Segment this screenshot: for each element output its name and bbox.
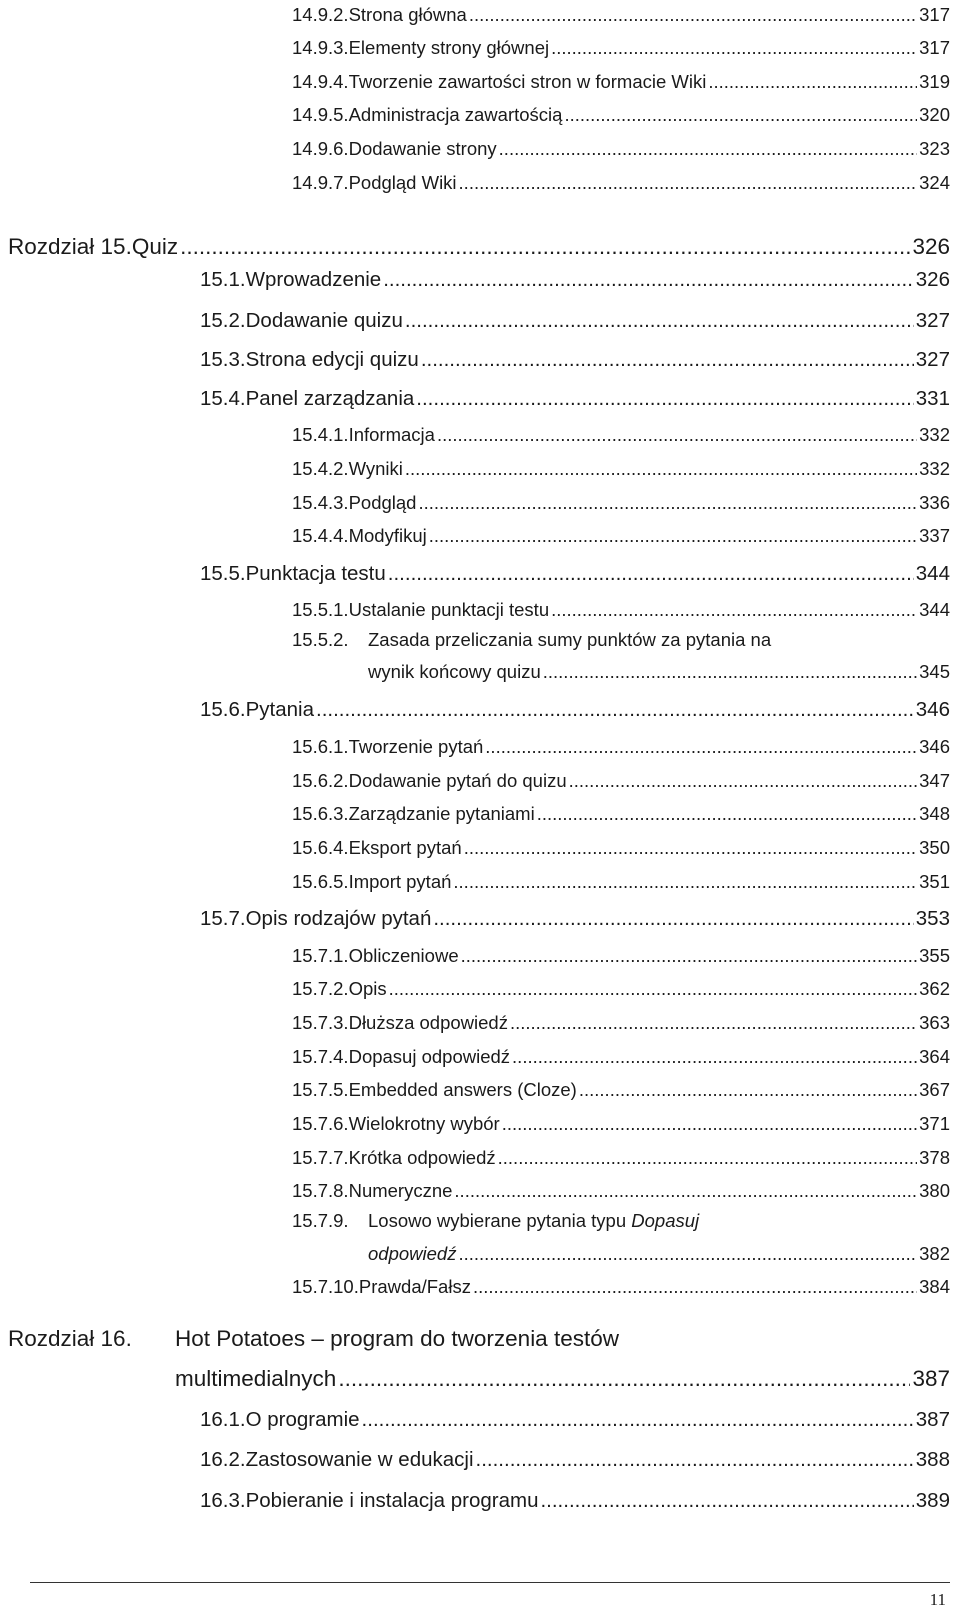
dot-leader (551, 599, 917, 621)
dot-leader (512, 1046, 917, 1068)
dot-leader (316, 698, 914, 722)
entry-number: 15.7.5. (292, 1079, 349, 1100)
dot-leader (405, 309, 914, 333)
dot-leader (564, 104, 917, 126)
entry-number: 15.7.9. (292, 1210, 349, 1231)
entry-number: 14.9.4. (292, 71, 349, 92)
entry-page: 345 (919, 661, 950, 682)
toc-entry[interactable] (292, 833, 950, 859)
entry-number: 15.6.2. (292, 770, 349, 791)
dot-leader (476, 1448, 914, 1472)
entry-page: 378 (919, 1147, 950, 1168)
entry-title: Tworzenie pytań (348, 736, 484, 757)
dot-leader (537, 803, 917, 825)
entry-page: 367 (919, 1079, 950, 1100)
toc-entry[interactable] (292, 867, 950, 893)
dot-leader (459, 172, 918, 194)
chapter-title: multimedialnych (175, 1366, 337, 1391)
dot-leader (362, 1408, 914, 1432)
dot-leader (502, 1113, 917, 1135)
entry-title: Informacja (348, 424, 435, 445)
entry-title: Pobieranie i instalacja programu (245, 1489, 539, 1512)
entry-page: 344 (915, 562, 950, 585)
dot-leader (453, 871, 917, 893)
toc-entry[interactable] (292, 1008, 950, 1034)
entry-number: 15.6.3. (292, 803, 349, 824)
entry-page: 351 (919, 871, 950, 892)
entry-number: 15.7. (200, 907, 246, 930)
entry-page: 346 (915, 698, 950, 721)
entry-page: 371 (919, 1113, 950, 1134)
chapter-label: Rozdział 15. (8, 234, 132, 259)
dot-leader (338, 1366, 910, 1392)
entry-page: 320 (919, 104, 950, 125)
dot-leader (421, 348, 914, 372)
toc-entry-wrapped-first[interactable] (292, 629, 771, 651)
entry-title: Podgląd (348, 492, 417, 513)
entry-number: 15.7.1. (292, 945, 349, 966)
entry-title: Losowo wybierane pytania typu (368, 1210, 627, 1231)
entry-number: 14.9.7. (292, 172, 349, 193)
dot-leader (458, 1243, 917, 1265)
entry-number: 15.6.5. (292, 871, 349, 892)
entry-page: 380 (919, 1180, 950, 1201)
entry-page: 350 (919, 837, 950, 858)
entry-title: Eksport pytań (348, 837, 462, 858)
entry-title: Prawda/Fałsz (358, 1276, 471, 1297)
entry-number: 14.9.6. (292, 138, 349, 159)
toc-entry-wrapped-second[interactable] (368, 657, 950, 683)
entry-number: 15.7.10. (292, 1276, 359, 1297)
toc-entry[interactable] (200, 1404, 950, 1432)
entry-number: 15.2. (200, 309, 246, 332)
chapter-page: 387 (912, 1366, 950, 1391)
toc-chapter-16-first-line[interactable] (8, 1326, 619, 1352)
dot-leader (464, 837, 917, 859)
toc-entry[interactable] (292, 1272, 950, 1298)
toc-entry[interactable] (200, 1485, 950, 1513)
toc-entry[interactable] (292, 732, 950, 758)
entry-title: Opis rodzajów pytań (245, 907, 432, 930)
dot-leader (429, 525, 917, 547)
entry-title: Modyfikuj (348, 525, 427, 546)
toc-entry[interactable] (292, 1109, 950, 1135)
entry-title: Ustalanie punktacji testu (348, 599, 550, 620)
entry-number: 15.5.1. (292, 599, 349, 620)
toc-chapter-15[interactable] (8, 228, 950, 260)
entry-title: Podgląd Wiki (348, 172, 457, 193)
entry-number: 15.6.1. (292, 736, 349, 757)
entry-title: Embedded answers (Cloze) (348, 1079, 577, 1100)
toc-entry[interactable] (292, 766, 950, 792)
chapter-title: Quiz (131, 234, 179, 259)
dot-leader (569, 770, 918, 792)
dot-leader (383, 268, 914, 292)
toc-entry[interactable] (200, 558, 950, 586)
chapter-page: 326 (912, 234, 950, 259)
entry-title: Zarządzanie pytaniami (348, 803, 535, 824)
entry-page: 382 (919, 1243, 950, 1264)
entry-number: 15.4. (200, 387, 246, 410)
toc-entry[interactable] (292, 100, 950, 126)
entry-title: Zasada przeliczania sumy punktów za pytania na (368, 629, 772, 650)
entry-page: 384 (919, 1276, 950, 1297)
toc-entry[interactable] (292, 595, 950, 621)
entry-number: 15.1. (200, 268, 246, 291)
entry-page: 389 (915, 1489, 950, 1512)
dot-leader (416, 387, 914, 411)
toc-entry[interactable] (200, 264, 950, 292)
entry-number: 16.2. (200, 1448, 246, 1471)
entry-page: 346 (919, 736, 950, 757)
entry-number: 15.7.6. (292, 1113, 349, 1134)
entry-page: 326 (915, 268, 950, 291)
dot-leader (510, 1012, 917, 1034)
toc-entry[interactable] (292, 521, 950, 547)
entry-number: 15.6.4. (292, 837, 349, 858)
entry-title: Opis (348, 978, 387, 999)
entry-title: Punktacja testu (245, 562, 386, 585)
entry-number: 15.3. (200, 348, 246, 371)
entry-title: Pytania (245, 698, 314, 721)
toc-entry[interactable] (292, 1075, 950, 1101)
dot-leader (418, 492, 917, 514)
entry-title: Numeryczne (348, 1180, 453, 1201)
entry-number: 15.4.2. (292, 458, 349, 479)
entry-title: Krótka odpowiedź (348, 1147, 496, 1168)
toc-entry[interactable] (292, 168, 950, 194)
entry-page: 319 (919, 71, 950, 92)
entry-number: 15.5. (200, 562, 246, 585)
entry-title: Obliczeniowe (348, 945, 459, 966)
entry-title-italic: Dopasuj (631, 1210, 700, 1231)
entry-number: 15.4.3. (292, 492, 349, 513)
entry-page: 355 (919, 945, 950, 966)
toc-entry[interactable] (292, 420, 950, 446)
dot-leader (543, 661, 917, 683)
entry-number: 15.7.2. (292, 978, 349, 999)
entry-title: Dłuższa odpowiedź (348, 1012, 508, 1033)
entry-page: 332 (919, 424, 950, 445)
entry-title: Strona edycji quizu (245, 348, 419, 371)
footer-rule (30, 1582, 950, 1583)
entry-title: Wprowadzenie (245, 268, 382, 291)
entry-title: wynik końcowy quizu (368, 661, 541, 682)
dot-leader (579, 1079, 917, 1101)
entry-number: 15.6. (200, 698, 246, 721)
entry-title-italic: odpowiedź (368, 1243, 457, 1264)
entry-title: Dodawanie quizu (245, 309, 403, 332)
entry-number: 16.3. (200, 1489, 246, 1512)
toc-entry[interactable] (200, 383, 950, 411)
toc-entry-wrapped-first[interactable] (292, 1210, 699, 1232)
dot-leader (551, 37, 917, 59)
toc-entry[interactable] (200, 903, 950, 931)
toc-entry[interactable] (292, 974, 950, 1000)
entry-title: Elementy strony głównej (348, 37, 550, 58)
dot-leader (180, 234, 910, 260)
dot-leader (473, 1276, 917, 1298)
dot-leader (461, 945, 918, 967)
dot-leader (708, 71, 917, 93)
dot-leader (454, 1180, 917, 1202)
entry-page: 336 (919, 492, 950, 513)
chapter-title: Hot Potatoes – program do tworzenia testów (175, 1326, 619, 1351)
entry-title: Dodawanie strony (348, 138, 497, 159)
entry-title: Import pytań (348, 871, 452, 892)
toc-entry-wrapped-second[interactable] (368, 1239, 950, 1265)
entry-title: O programie (245, 1408, 360, 1431)
entry-page: 317 (919, 4, 950, 25)
dot-leader (433, 907, 913, 931)
entry-page: 317 (919, 37, 950, 58)
entry-title: Wyniki (348, 458, 403, 479)
entry-page: 327 (915, 309, 950, 332)
entry-page: 337 (919, 525, 950, 546)
entry-title: Zastosowanie w edukacji (245, 1448, 474, 1471)
entry-number: 15.4.1. (292, 424, 349, 445)
entry-title: Tworzenie zawartości stron w formacie Wiki (348, 71, 707, 92)
dot-leader (498, 1147, 917, 1169)
entry-page: 362 (919, 978, 950, 999)
entry-page: 324 (919, 172, 950, 193)
page-number: 11 (929, 1590, 946, 1609)
entry-title: Administracja zawartością (348, 104, 563, 125)
entry-page: 344 (919, 599, 950, 620)
dot-leader (485, 736, 917, 758)
entry-title: Wielokrotny wybór (348, 1113, 500, 1134)
dot-leader (540, 1489, 913, 1513)
entry-number: 15.7.7. (292, 1147, 349, 1168)
entry-page: 347 (919, 770, 950, 791)
toc-entry[interactable] (292, 454, 950, 480)
entry-title: Dopasuj odpowiedź (348, 1046, 511, 1067)
toc-entry[interactable] (292, 941, 950, 967)
entry-page: 364 (919, 1046, 950, 1067)
entry-number: 14.9.3. (292, 37, 349, 58)
entry-number: 15.7.3. (292, 1012, 349, 1033)
entry-page: 331 (915, 387, 950, 410)
entry-number: 16.1. (200, 1408, 246, 1431)
entry-page: 327 (915, 348, 950, 371)
entry-number: 14.9.5. (292, 104, 349, 125)
entry-number: 15.7.8. (292, 1180, 349, 1201)
toc-entry[interactable] (292, 33, 950, 59)
dot-leader (437, 424, 917, 446)
toc-entry[interactable] (292, 0, 950, 26)
chapter-label: Rozdział 16. (8, 1326, 132, 1351)
entry-title: Dodawanie pytań do quizu (348, 770, 567, 791)
toc-entry[interactable] (200, 344, 950, 372)
dot-leader (388, 562, 914, 586)
entry-page: 387 (915, 1408, 950, 1431)
dot-leader (405, 458, 917, 480)
entry-number: 15.4.4. (292, 525, 349, 546)
toc-entry[interactable] (200, 1444, 950, 1472)
dot-leader (499, 138, 917, 160)
toc-entry[interactable] (200, 305, 950, 333)
toc-chapter-16-second-line[interactable] (175, 1360, 950, 1392)
entry-number: 15.5.2. (292, 629, 349, 650)
entry-page: 388 (915, 1448, 950, 1471)
toc-entry[interactable] (292, 134, 950, 160)
toc-entry[interactable] (292, 1042, 950, 1068)
entry-page: 363 (919, 1012, 950, 1033)
dot-leader (389, 978, 918, 1000)
entry-number: 14.9.2. (292, 4, 349, 25)
toc-entry[interactable] (292, 1176, 950, 1202)
toc-entry[interactable] (292, 799, 950, 825)
dot-leader (469, 4, 917, 26)
toc-entry[interactable] (292, 67, 950, 93)
toc-entry[interactable] (200, 694, 950, 722)
entry-page: 348 (919, 803, 950, 824)
entry-number: 15.7.4. (292, 1046, 349, 1067)
entry-page: 353 (915, 907, 950, 930)
entry-page: 332 (919, 458, 950, 479)
entry-title: Panel zarządzania (245, 387, 415, 410)
entry-title: Strona główna (348, 4, 467, 25)
toc-entry[interactable] (292, 1143, 950, 1169)
toc-entry[interactable] (292, 488, 950, 514)
entry-page: 323 (919, 138, 950, 159)
